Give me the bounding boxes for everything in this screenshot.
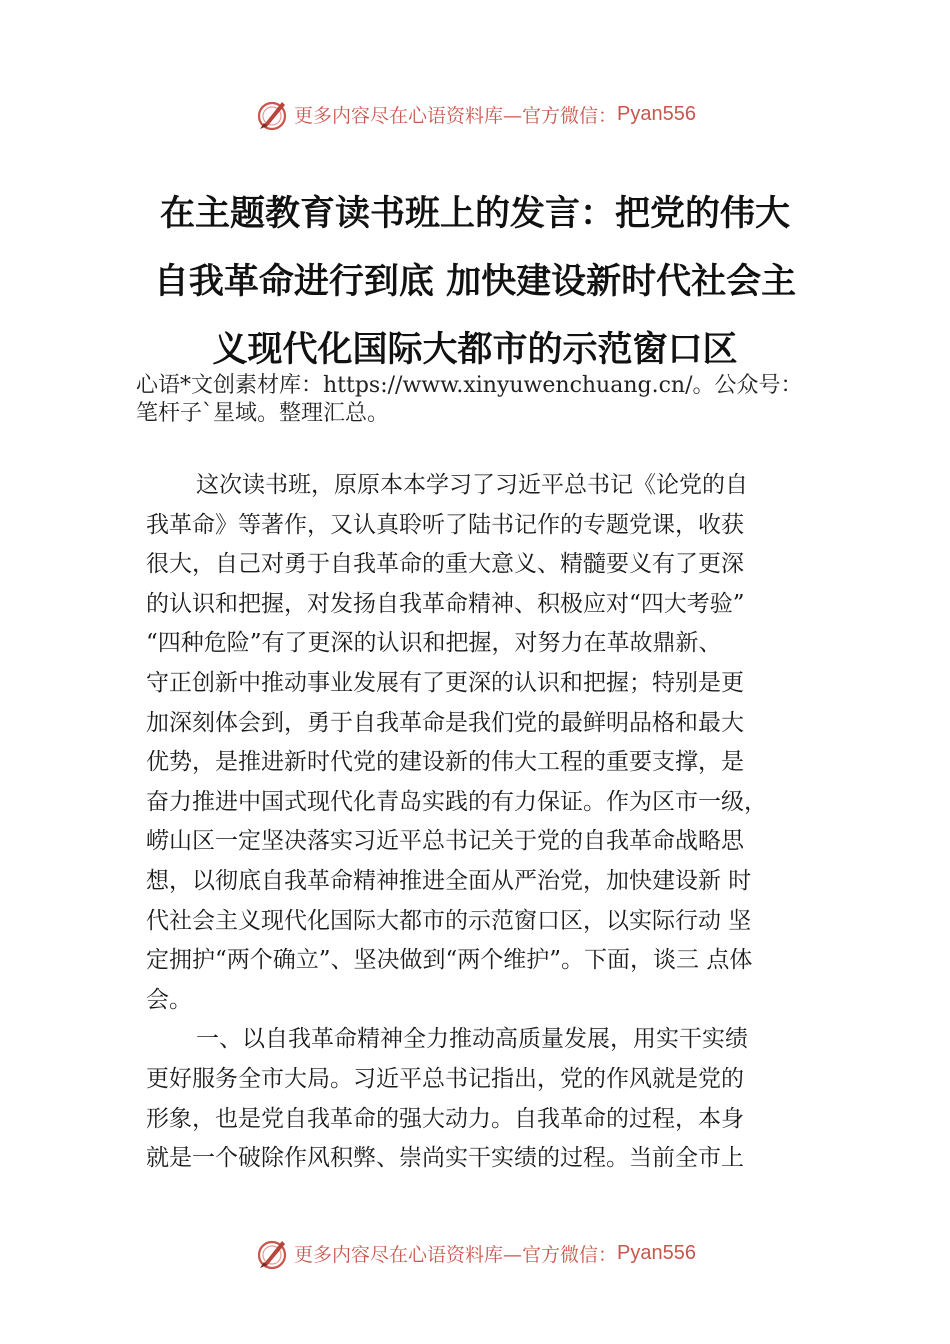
source-line: 心语*文创素材库：https://www.xinyuwenchuang.cn/。公众号：	[136, 373, 803, 398]
body-line: 很大，自己对勇于自我革命的重大意义、精髓要义有了更深	[146, 551, 744, 578]
body-line: 优势，是推进新时代党的建设新的伟大工程的重要支撑，是	[146, 749, 744, 776]
body-line: 形象，也是党自我革命的强大动力。自我革命的过程，本身	[146, 1105, 744, 1132]
body-line: 守正创新中推动事业发展有了更深的认识和把握；特别是更	[146, 669, 744, 696]
document-title-line-2: 自我革命进行到底 加快建设新时代社会主	[153, 261, 797, 302]
body-line: 想，以彻底自我革命精神推进全面从严治党，加快建设新 时	[146, 867, 752, 894]
body-line: 代社会主义现代化国际大都市的示范窗口区，以实际行动 坚	[146, 907, 752, 934]
body-line: 我革命》等著作，又认真聆听了陆书记作的专题党课，收获	[146, 511, 744, 538]
body-line: 这次读书班，原原本本学习了习近平总书记《论党的自	[196, 472, 748, 498]
brush-logo-icon	[254, 96, 290, 132]
header-banner	[0, 94, 950, 134]
body-line: 会。	[146, 986, 192, 1013]
body-line: 加深刻体会到，勇于自我革命是我们党的最鲜明品格和最大	[146, 709, 744, 736]
body-line: 更好服务全市大局。习近平总书记指出，党的作风就是党的	[146, 1065, 744, 1092]
brush-logo-icon	[254, 1235, 290, 1271]
body-line: 崂山区一定坚决落实习近平总书记关于党的自我革命战略思	[146, 828, 744, 855]
source-line: 笔杆子`星域。整理汇总。	[136, 401, 390, 426]
banner-text: 更多内容尽在心语资料库—官方微信：	[294, 1243, 618, 1266]
source-note	[136, 372, 936, 428]
section-heading-line: 一、以自我革命精神全力推动高质量发展，用实干实绩	[196, 1026, 748, 1053]
body-line: 就是一个破除作风积弊、崇尚实干实绩的过程。当前全市上	[146, 1145, 744, 1172]
body-line: 的认识和把握，对发扬自我革命精神、积极应对“四大考验”	[146, 590, 745, 617]
banner-wechat-id: Pyan556	[617, 1241, 696, 1264]
footer-banner	[0, 1233, 950, 1273]
banner-text: 更多内容尽在心语资料库—官方微信：	[294, 104, 618, 127]
document-title-line-1: 在主题教育读书班上的发言：把党的伟大	[159, 193, 790, 234]
body-text	[146, 466, 846, 1179]
body-line: 定拥护“两个确立”、坚决做到“两个维护”。下面，谈三 点体	[146, 947, 753, 974]
banner-wechat-id: Pyan556	[617, 102, 696, 125]
document-title-line-3: 义现代化国际大都市的示范窗口区	[212, 329, 738, 370]
body-line: 奋力推进中国式现代化青岛实践的有力保证。作为区市一级，	[146, 788, 767, 815]
body-line: “四种危险”有了更深的认识和把握，对努力在革故鼎新、	[146, 630, 722, 657]
